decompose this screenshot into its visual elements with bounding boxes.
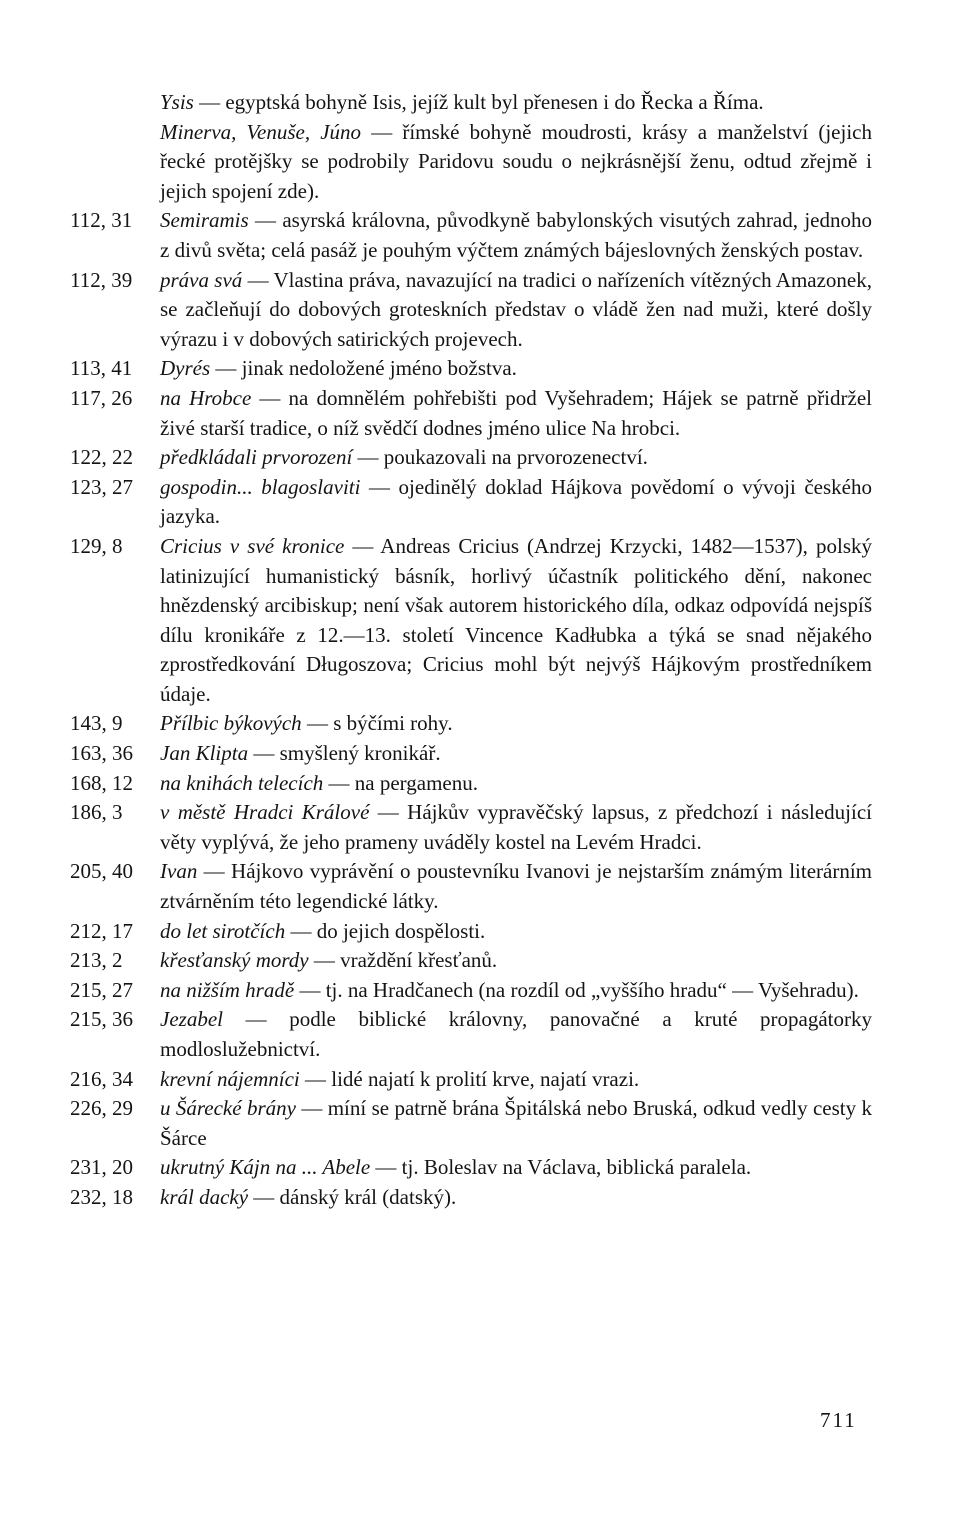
- note-text: — Andreas Cricius (Andrzej Krzycki, 1482—1537), polský latinizující humanistický básník, horlivý účastník politického dění, nakonec hnězdenský arcibiskup; není však autorem historického díla, odkaz odpovídá nejspíš dílu kronikáře z 12.—13. století Vincence Kadłubka a týká se snad nějakého zprostředkování Długoszova; Cricius mohl být nejvýš Hájkovým prostředníkem údaje.: [160, 533, 872, 706]
- note-entry: [70, 266, 872, 355]
- note-reference: 129, 8: [70, 533, 123, 558]
- note-body: [160, 917, 872, 947]
- note-entry: [70, 1005, 872, 1064]
- note-reference: 112, 39: [70, 267, 133, 292]
- note-text: — tj. Boleslav na Václava, biblická paralela.: [370, 1155, 752, 1180]
- note-body: [160, 118, 872, 207]
- note-reference: 112, 31: [70, 208, 133, 233]
- note-entry: [70, 769, 872, 799]
- note-body: [160, 1065, 872, 1095]
- note-entry: [70, 384, 872, 443]
- note-text: — římské bohyně moudrosti, krásy a manželství (jejich řecké protějšky se podrobily Paridovu soudu o nejkrásnější ženu, odtud zřejmě i jejich spojení zde).: [160, 119, 872, 203]
- note-term: Jezabel: [160, 1007, 223, 1032]
- note-text: — ojedinělý doklad Hájkova povědomí o vývoji českého jazyka.: [160, 474, 872, 529]
- note-body: [160, 206, 872, 265]
- note-term: ukrutný Kájn na ... Abele: [160, 1155, 371, 1180]
- note-text: — Vlastina práva, navazující na tradici o nařízeních vítězných Amazonek, se začleňují do dobových groteskních představ o vládě žen nad muži, které došly výrazu i v dobových satirických projevech.: [160, 267, 872, 351]
- note-reference: 143, 9: [70, 711, 123, 736]
- note-entry: [70, 443, 872, 473]
- note-body: [160, 473, 872, 532]
- note-body: [160, 532, 872, 710]
- note-text: — na domnělém pohřebišti pod Vyšehradem; Hájek se patrně přidržel živé starší tradice, o níž svědčí dodnes jméno ulice Na hrobci.: [160, 385, 872, 440]
- note-term: Ysis: [160, 90, 194, 114]
- note-term: gospodin... blagoslaviti: [160, 474, 361, 499]
- note-entry: [70, 354, 872, 384]
- note-term: Semiramis: [160, 208, 249, 233]
- note-term: do let sirotčích: [160, 918, 286, 943]
- note-term: na knihách telecích: [160, 770, 324, 795]
- note-text: — Hájkův vypravěčský lapsus, z předchozí i následující věty vyplývá, že jeho prameny uváděly kostel na Levém Hradci.: [160, 800, 872, 854]
- note-term: Dyrés: [160, 356, 211, 381]
- note-entry: [70, 976, 872, 1006]
- note-reference: 231, 20: [70, 1155, 133, 1180]
- note-reference: 232, 18: [70, 1184, 133, 1209]
- note-body: [160, 976, 872, 1006]
- note-reference: 113, 41: [70, 356, 133, 381]
- note-reference: 212, 17: [70, 918, 133, 943]
- note-term: na nižším hradě: [160, 977, 295, 1002]
- note-term: předkládali prvorození: [160, 445, 353, 470]
- note-body: [160, 1005, 872, 1064]
- note-body: [160, 88, 872, 118]
- note-body: [160, 798, 872, 857]
- note-term: křesťanský mordy: [160, 948, 309, 973]
- note-entry: [70, 739, 872, 769]
- note-reference: 216, 34: [70, 1066, 133, 1091]
- note-reference: 122, 22: [70, 445, 133, 470]
- note-text: — podle biblické královny, panovačné a kruté propagátorky modloslužebnictví.: [160, 1007, 872, 1061]
- note-reference: 215, 36: [70, 1007, 133, 1032]
- note-body: [160, 1153, 872, 1183]
- page-number: 711: [820, 1408, 857, 1432]
- note-body: [160, 709, 872, 739]
- note-entry: [70, 917, 872, 947]
- note-term: král dacký: [160, 1184, 249, 1209]
- note-entry: [70, 857, 872, 916]
- note-entry: [70, 88, 872, 118]
- note-text: — na pergamenu.: [323, 770, 478, 795]
- note-text: — lidé najatí k prolití krve, najatí vrazi.: [299, 1066, 640, 1091]
- note-body: [160, 443, 872, 473]
- note-text: — Hájkovo vyprávění o poustevníku Ivanovi je nejstarším známým literárním ztvárněním této legendické látky.: [160, 859, 872, 914]
- note-term: Ivan: [160, 859, 198, 884]
- note-term: na Hrobce: [160, 385, 252, 410]
- note-text: — egyptská bohyně Isis, jejíž kult byl přenesen i do Řecka a Říma.: [193, 90, 764, 114]
- note-reference: 213, 2: [70, 948, 123, 973]
- notes-list: [70, 88, 872, 1213]
- note-text: — vraždění křesťanů.: [308, 948, 498, 973]
- note-body: [160, 739, 872, 769]
- note-term: Cricius v své kronice: [160, 533, 345, 558]
- note-text: — tj. na Hradčanech (na rozdíl od „vyššího hradu“ — Vyšehradu).: [294, 977, 859, 1002]
- note-reference: 123, 27: [70, 474, 133, 499]
- note-body: [160, 769, 872, 799]
- note-term: práva svá: [160, 267, 243, 292]
- note-term: Jan Klipta: [160, 741, 249, 766]
- note-text: — do jejich dospělosti.: [285, 918, 486, 943]
- note-entry: [70, 206, 872, 265]
- note-body: [160, 354, 872, 384]
- note-entry: [70, 532, 872, 710]
- note-reference: 163, 36: [70, 741, 133, 766]
- note-body: [160, 384, 872, 443]
- note-text: — smyšlený kronikář.: [248, 741, 441, 766]
- note-term: krevní nájemníci: [160, 1066, 300, 1091]
- note-body: [160, 1183, 872, 1213]
- note-reference: 186, 3: [70, 800, 123, 825]
- note-text: — míní se patrně brána Špitálská nebo Bruská, odkud vedly cesty k Šárce: [160, 1096, 872, 1150]
- note-text: — s býčími rohy.: [301, 711, 453, 736]
- note-entry: [70, 473, 872, 532]
- note-term: Minerva, Venuše, Júno: [160, 119, 362, 144]
- note-body: [160, 857, 872, 916]
- note-reference: 117, 26: [70, 385, 133, 410]
- note-entry: [70, 1153, 872, 1183]
- note-term: v městě Hradci Králové: [160, 800, 370, 825]
- note-entry: [70, 798, 872, 857]
- note-entry: [70, 118, 872, 207]
- note-body: [160, 946, 872, 976]
- note-text: — asyrská královna, původkyně babylonských visutých zahrad, jednoho z divů světa; celá pasáž je pouhým výčtem známých bájeslovných ženských postav.: [160, 208, 872, 262]
- note-entry: [70, 1183, 872, 1213]
- note-entry: [70, 1094, 872, 1153]
- note-term: Přílbic býkových: [160, 711, 302, 736]
- note-entry: [70, 946, 872, 976]
- note-text: — poukazovali na prvorozenectví.: [352, 445, 648, 470]
- note-text: — dánský král (datský).: [248, 1184, 457, 1209]
- note-entry: [70, 709, 872, 739]
- note-reference: 168, 12: [70, 770, 133, 795]
- note-reference: 205, 40: [70, 859, 133, 884]
- note-term: u Šárecké brány: [160, 1096, 296, 1121]
- note-body: [160, 1094, 872, 1153]
- note-reference: 226, 29: [70, 1096, 133, 1121]
- note-text: — jinak nedoložené jméno božstva.: [210, 356, 517, 381]
- note-body: [160, 266, 872, 355]
- note-entry: [70, 1065, 872, 1095]
- note-reference: 215, 27: [70, 977, 133, 1002]
